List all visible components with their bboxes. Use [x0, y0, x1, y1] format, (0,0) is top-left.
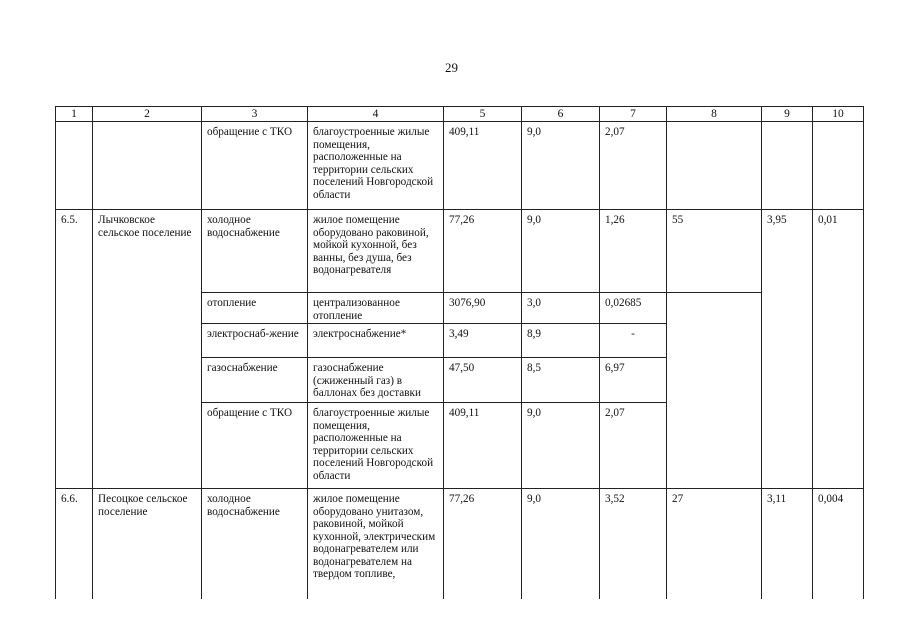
value-cell-7: - [600, 324, 667, 358]
description-cell: благоустроенные жилые помещения, расположенные на территории сельских поселений Новгородской области [308, 403, 444, 489]
header-cell: 7 [600, 107, 667, 122]
value-cell-8: 55 [667, 210, 762, 293]
value-cell-5: 77,26 [444, 210, 522, 293]
section-number: 6.6. [56, 489, 93, 599]
header-cell: 10 [813, 107, 864, 122]
section-number: 6.5. [56, 210, 93, 489]
value-cell-6: 9,0 [522, 122, 600, 210]
value-cell-10: 0,004 [813, 489, 864, 599]
description-cell: жилое помещение оборудовано раковиной, мойкой кухонной, без ванны, без душа, без водонагревателя [308, 210, 444, 293]
value-cell-10 [813, 122, 864, 210]
service-cell: холодное водоснабжение [202, 210, 308, 293]
value-cell-8: 27 [667, 489, 762, 599]
value-cell-7: 2,07 [600, 122, 667, 210]
value-cell-7: 6,97 [600, 358, 667, 403]
description-cell: жилое помещение оборудовано унитазом, раковиной, мойкой кухонной, электрическим водонагревателем или водонагревателем на твердом топливе, [308, 489, 444, 599]
value-cell-6: 9,0 [522, 403, 600, 489]
service-cell: отопление [202, 293, 308, 324]
table-row [56, 122, 864, 210]
value-cell-8 [667, 122, 762, 210]
value-cell-7: 3,52 [600, 489, 667, 599]
header-cell: 6 [522, 107, 600, 122]
value-cell-5: 47,50 [444, 358, 522, 403]
value-cell-7: 1,26 [600, 210, 667, 293]
value-cell-6: 9,0 [522, 210, 600, 293]
header-cell: 4 [308, 107, 444, 122]
value-cell-7: 0,02685 [600, 293, 667, 324]
description-cell: электроснабжение* [308, 324, 444, 358]
header-cell: 3 [202, 107, 308, 122]
header-cell: 2 [93, 107, 202, 122]
service-cell: холодное водоснабжение [202, 489, 308, 599]
num-cell [56, 122, 93, 210]
service-cell: обращение с ТКО [202, 122, 308, 210]
value-cell-6: 9,0 [522, 489, 600, 599]
settlement-name: Лычковское сельское поселение [93, 210, 202, 489]
value-cell-9 [762, 122, 813, 210]
description-cell: централизованное отопление [308, 293, 444, 324]
service-cell: электроснаб-жение [202, 324, 308, 358]
header-row [56, 107, 864, 122]
service-cell: обращение с ТКО [202, 403, 308, 489]
table-row [56, 210, 864, 293]
value-cell-9: 3,11 [762, 489, 813, 599]
description-cell: благоустроенные жилые помещения, расположенные на территории сельских поселений Новгородской области [308, 122, 444, 210]
value-cell-8 [667, 293, 762, 489]
settlement-cell [93, 122, 202, 210]
table-row [56, 489, 864, 599]
value-cell-6: 8,5 [522, 358, 600, 403]
page-number: 29 [445, 60, 458, 75]
header-cell: 9 [762, 107, 813, 122]
value-cell-5: 409,11 [444, 403, 522, 489]
header-cell: 8 [667, 107, 762, 122]
value-cell-6: 8,9 [522, 324, 600, 358]
value-cell-5: 77,26 [444, 489, 522, 599]
value-cell-5: 3,49 [444, 324, 522, 358]
value-cell-5: 3076,90 [444, 293, 522, 324]
value-cell-6: 3,0 [522, 293, 600, 324]
service-cell: газоснабжение [202, 358, 308, 403]
header-cell: 5 [444, 107, 522, 122]
value-cell-10: 0,01 [813, 210, 864, 489]
value-cell-7: 2,07 [600, 403, 667, 489]
header-cell: 1 [56, 107, 93, 122]
description-cell: газоснабжение (сжиженный газ) в баллонах без доставки [308, 358, 444, 403]
settlement-name: Песоцкое сельское поселение [93, 489, 202, 599]
value-cell-5: 409,11 [444, 122, 522, 210]
value-cell-9: 3,95 [762, 210, 813, 489]
tariff-table [55, 106, 864, 599]
